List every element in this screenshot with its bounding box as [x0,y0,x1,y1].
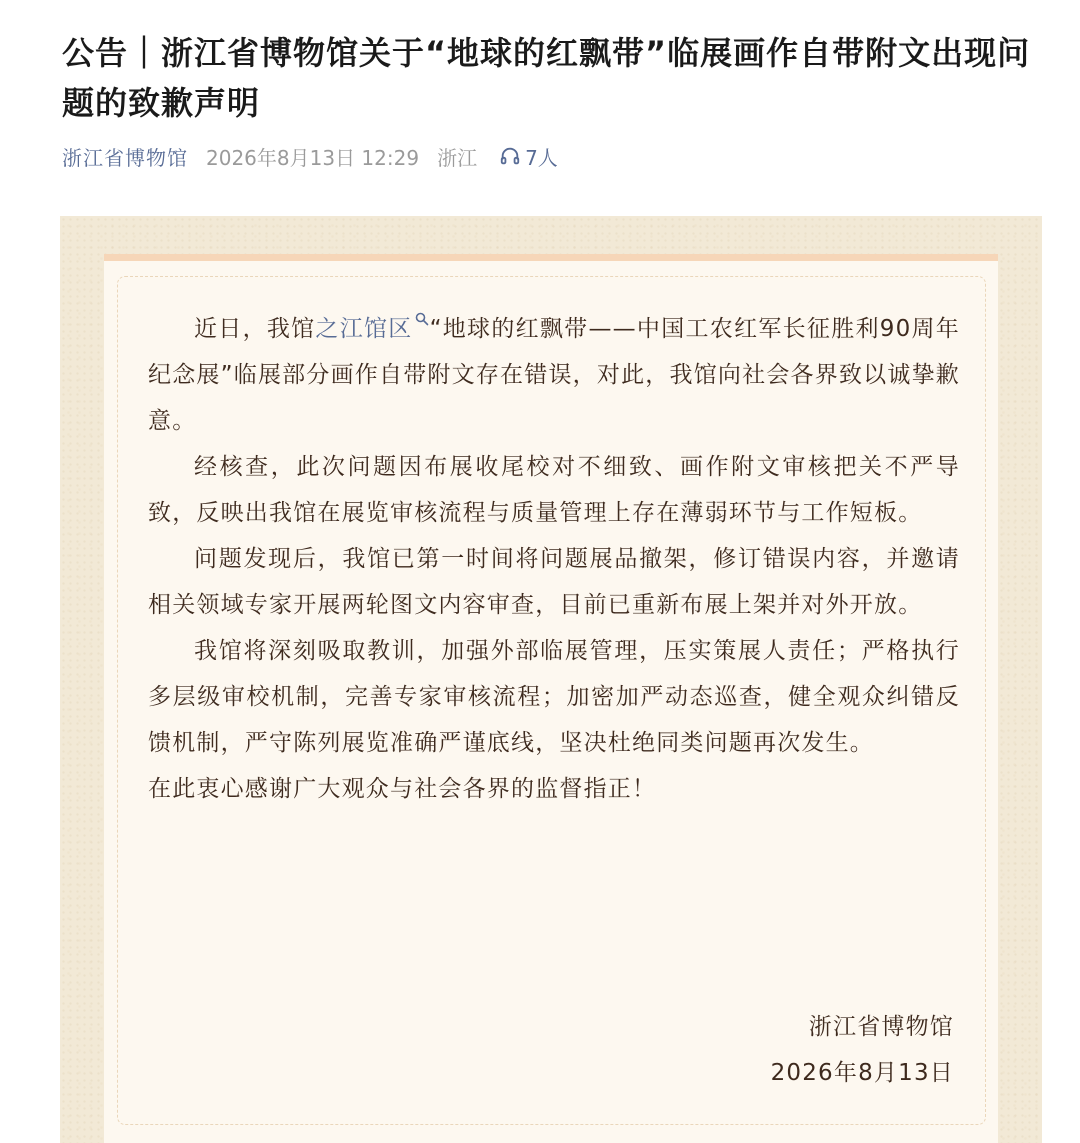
notice-paragraph-3: 问题发现后，我馆已第一时间将问题展品撤架，修订错误内容，并邀请相关领域专家开展两轮图文内容审查，目前已重新布展上架并对外开放。 [148,546,960,618]
notice-signature [771,1004,954,1096]
notice-body [148,306,960,812]
article-meta [62,140,558,172]
signature-date: 2026年8月13日 [770,1060,954,1086]
notice-paragraph-1 [148,306,960,444]
publish-region: 浙江 [437,145,478,170]
search-icon[interactable] [415,312,429,326]
notice-paragraph-4: 我馆将深刻吸取教训，加强外部临展管理，压实策展人责任；严格执行多层级审校机制，完善专家审核流程；加密加严动态巡查，健全观众纠错反馈机制，严守陈列展览准确严谨底线，坚决杜绝同类问题再次发生。 [148,638,960,756]
listen-count-button[interactable] [499,142,558,171]
headphones-icon [499,145,521,167]
paragraph-1-rest: “地球的红飘带——中国工农红军长征胜利90周年纪念展”临展部分画作自带附文存在错误，对此，我馆向社会各界致以诚挚歉意。 [148,316,960,434]
account-name-link[interactable]: 浙江省博物馆 [62,145,188,170]
paragraph-1-lead: 近日，我馆 [194,316,316,342]
notice-paragraph-5: 在此衷心感谢广大观众与社会各界的监督指正！ [148,776,657,802]
notice-paragraph-2: 经核查，此次问题因布展收尾校对不细致、画作附文审核把关不严导致，反映出我馆在展览审核流程与质量管理上存在薄弱环节与工作短板。 [148,454,960,526]
article-title: 公告｜浙江省博物馆关于“地球的红飘带”临展画作自带附文出现问题的致歉声明 [62,34,1031,122]
publish-time: 2026年8月13日 12:29 [206,145,420,170]
listen-count: 7人 [525,145,558,170]
signature-org: 浙江省博物馆 [808,1014,954,1040]
venue-search-link[interactable]: 之江馆区 [315,316,413,342]
